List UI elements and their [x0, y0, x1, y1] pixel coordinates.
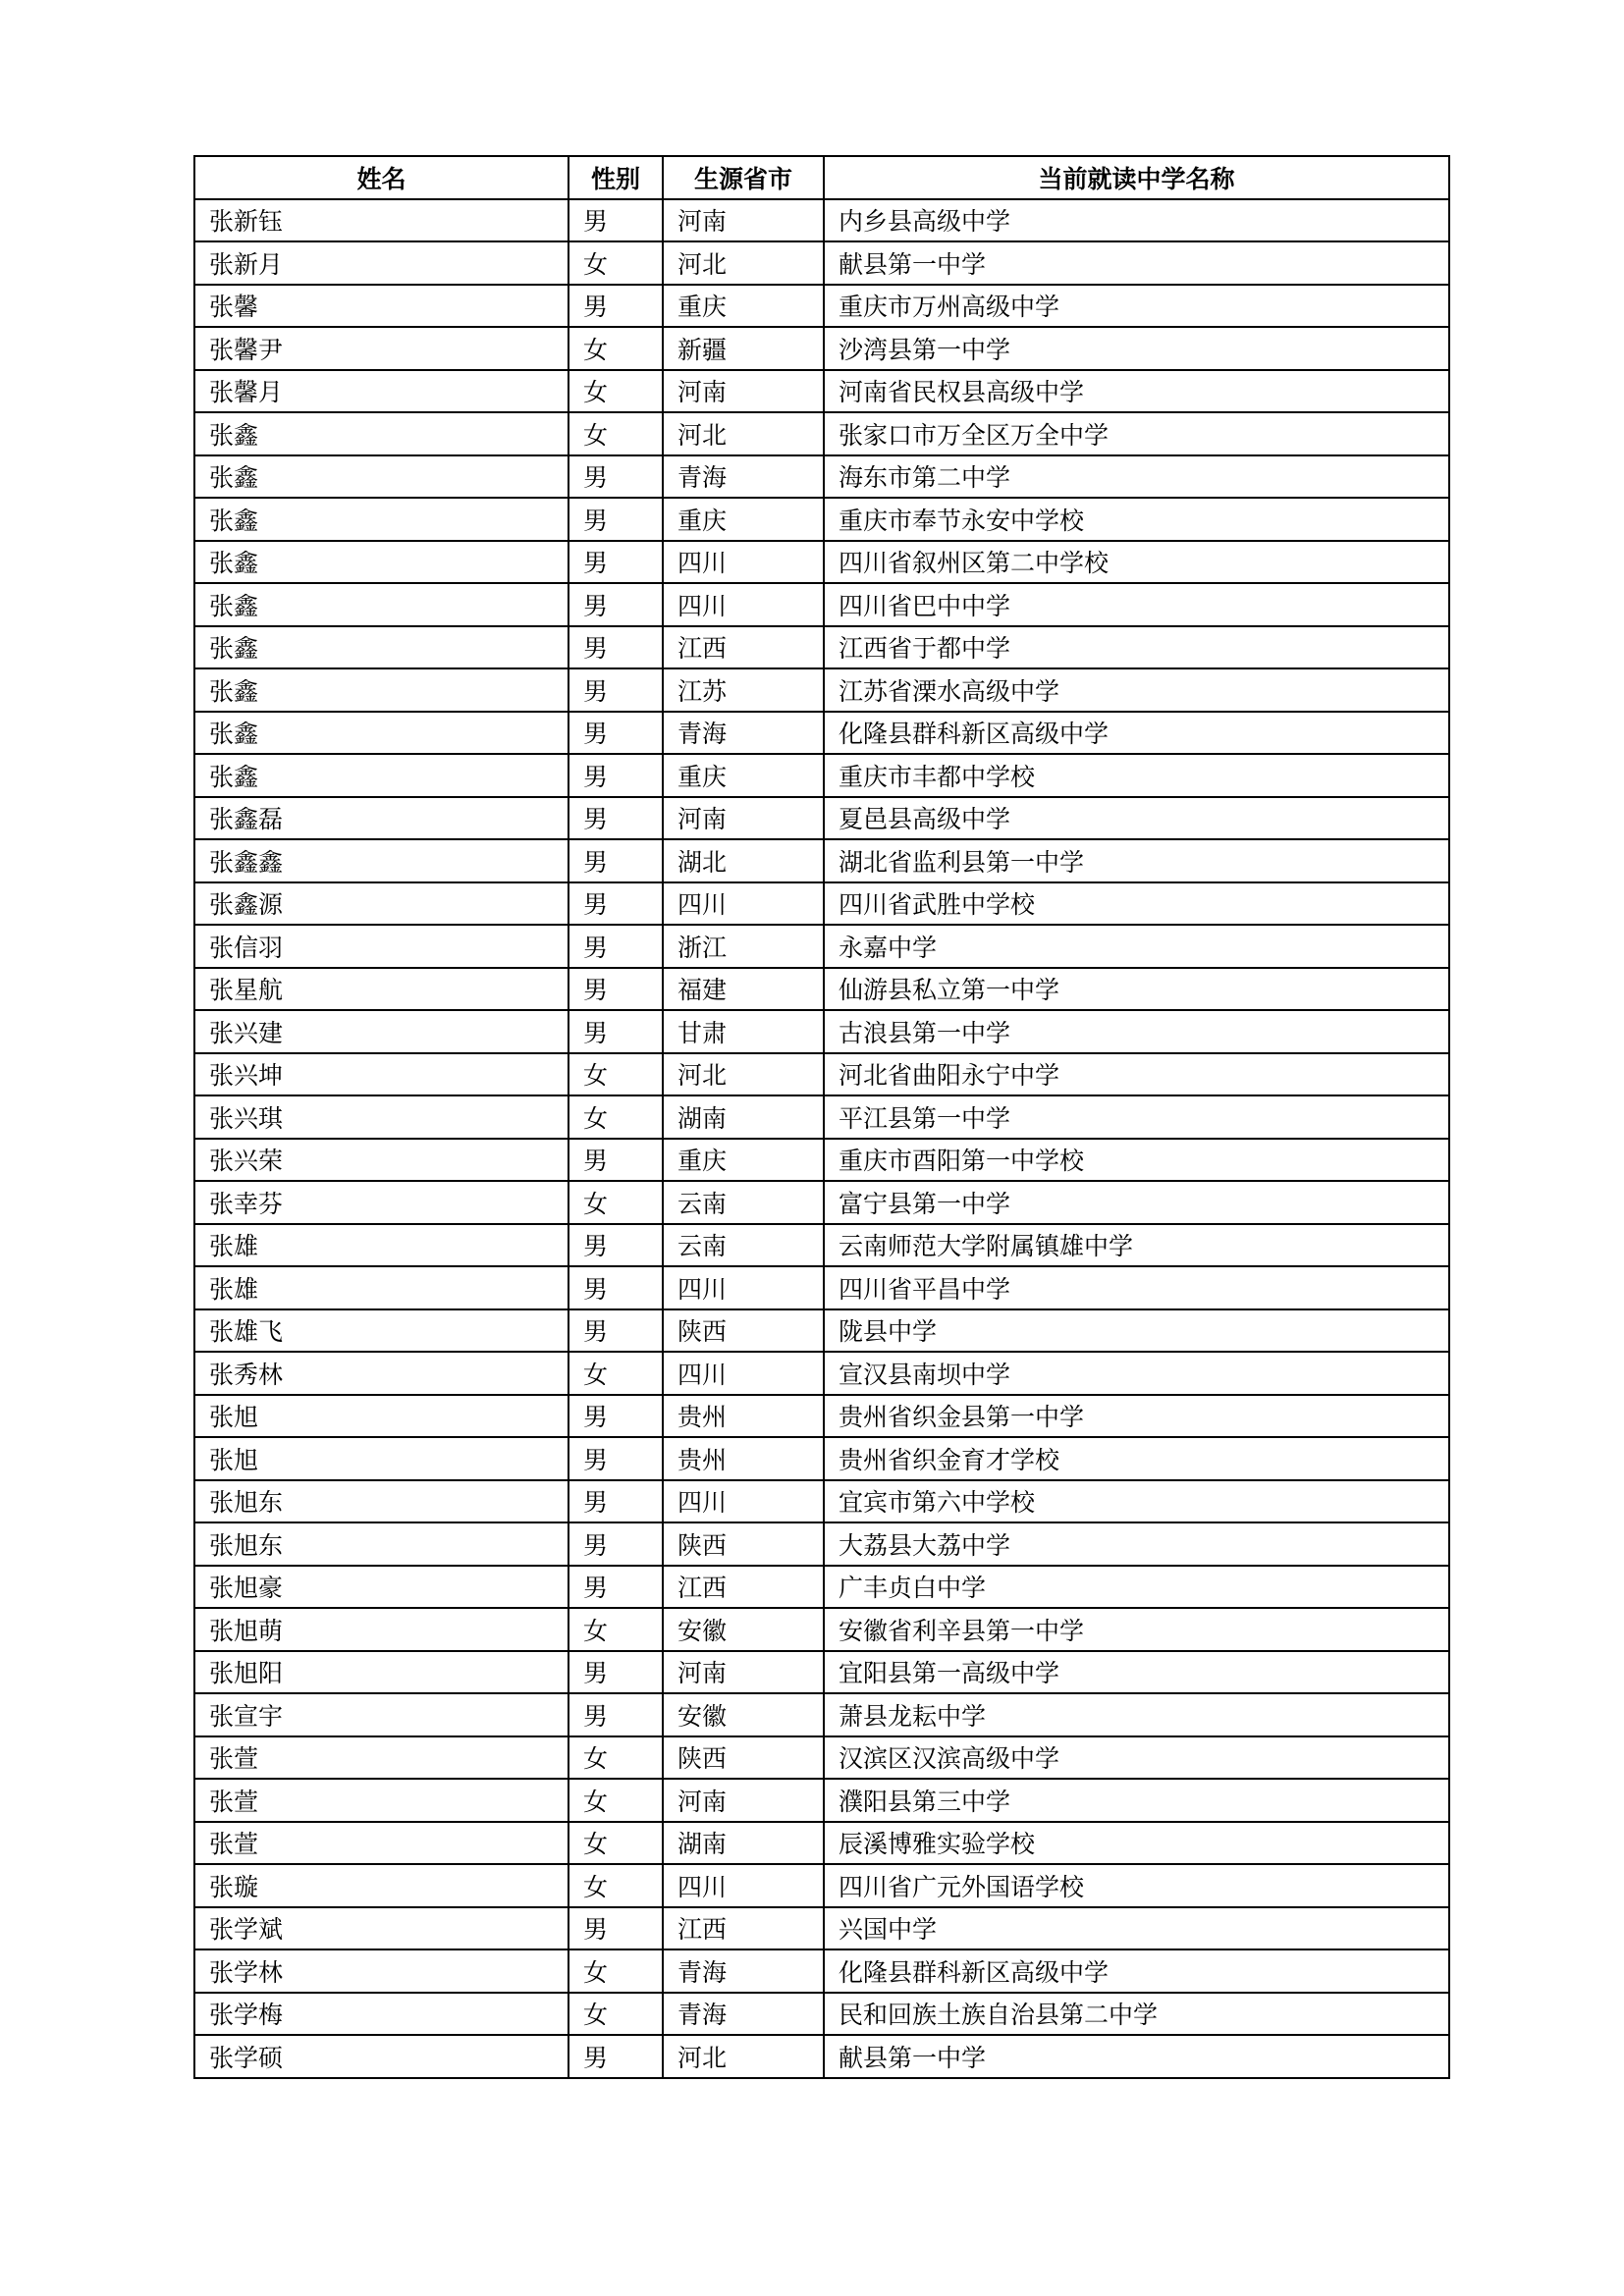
name-cell: 张鑫: [194, 541, 568, 584]
table-row: [194, 1949, 1449, 1993]
school-cell: 萧县龙耘中学: [824, 1693, 1449, 1736]
table-row: [194, 1224, 1449, 1267]
gender-cell: 男: [568, 968, 663, 1011]
province-cell: 重庆: [663, 498, 824, 541]
table-header-row: [194, 156, 1449, 199]
gender-cell: 男: [568, 754, 663, 797]
name-cell: 张旭豪: [194, 1566, 568, 1609]
gender-cell: 男: [568, 1139, 663, 1182]
name-cell: 张馨: [194, 285, 568, 328]
school-cell: 陇县中学: [824, 1309, 1449, 1353]
table-row: [194, 370, 1449, 413]
province-cell: 福建: [663, 968, 824, 1011]
gender-cell: 女: [568, 1095, 663, 1139]
province-cell: 甘肃: [663, 1010, 824, 1053]
school-cell: 濮阳县第三中学: [824, 1779, 1449, 1822]
gender-cell: 男: [568, 1693, 663, 1736]
province-cell: 河南: [663, 199, 824, 242]
table-row: [194, 668, 1449, 712]
gender-cell: 女: [568, 1822, 663, 1865]
school-cell: 湖北省监利县第一中学: [824, 839, 1449, 882]
school-cell: 化隆县群科新区高级中学: [824, 712, 1449, 755]
name-cell: 张星航: [194, 968, 568, 1011]
gender-cell: 男: [568, 1907, 663, 1950]
name-cell: 张鑫: [194, 455, 568, 499]
table-row: [194, 1522, 1449, 1566]
name-cell: 张璇: [194, 1864, 568, 1907]
table-row: [194, 754, 1449, 797]
name-cell: 张鑫磊: [194, 797, 568, 840]
province-cell: 重庆: [663, 754, 824, 797]
name-cell: 张鑫源: [194, 882, 568, 926]
school-cell: 广丰贞白中学: [824, 1566, 1449, 1609]
school-cell: 河南省民权县高级中学: [824, 370, 1449, 413]
name-cell: 张学斌: [194, 1907, 568, 1950]
name-cell: 张信羽: [194, 925, 568, 968]
table-row: [194, 412, 1449, 455]
province-cell: 重庆: [663, 285, 824, 328]
name-cell: 张鑫: [194, 412, 568, 455]
table-row: [194, 1181, 1449, 1224]
school-cell: 重庆市酉阳第一中学校: [824, 1139, 1449, 1182]
province-cell: 四川: [663, 1352, 824, 1395]
table-row: [194, 1010, 1449, 1053]
student-table: [193, 155, 1450, 2079]
name-cell: 张旭: [194, 1437, 568, 1480]
table-row: [194, 1480, 1449, 1523]
gender-cell: 女: [568, 1608, 663, 1651]
name-cell: 张兴荣: [194, 1139, 568, 1182]
province-cell: 四川: [663, 1480, 824, 1523]
table-row: [194, 1566, 1449, 1609]
province-cell: 浙江: [663, 925, 824, 968]
school-cell: 河北省曲阳永宁中学: [824, 1053, 1449, 1096]
province-cell: 新疆: [663, 327, 824, 370]
province-cell: 四川: [663, 882, 824, 926]
name-cell: 张新月: [194, 241, 568, 285]
school-cell: 江苏省溧水高级中学: [824, 668, 1449, 712]
school-cell: 四川省平昌中学: [824, 1266, 1449, 1309]
gender-cell: 男: [568, 285, 663, 328]
header-name: 姓名: [194, 156, 568, 199]
school-cell: 宜宾市第六中学校: [824, 1480, 1449, 1523]
name-cell: 张旭东: [194, 1480, 568, 1523]
province-cell: 江西: [663, 1566, 824, 1609]
school-cell: 宣汉县南坝中学: [824, 1352, 1449, 1395]
gender-cell: 男: [568, 1437, 663, 1480]
province-cell: 四川: [663, 541, 824, 584]
name-cell: 张鑫鑫: [194, 839, 568, 882]
gender-cell: 女: [568, 1736, 663, 1780]
table-row: [194, 1651, 1449, 1694]
province-cell: 河北: [663, 2035, 824, 2078]
school-cell: 四川省叙州区第二中学校: [824, 541, 1449, 584]
school-cell: 平江县第一中学: [824, 1095, 1449, 1139]
school-cell: 兴国中学: [824, 1907, 1449, 1950]
table-row: [194, 968, 1449, 1011]
name-cell: 张雄: [194, 1266, 568, 1309]
table-row: [194, 1864, 1449, 1907]
province-cell: 河南: [663, 370, 824, 413]
school-cell: 云南师范大学附属镇雄中学: [824, 1224, 1449, 1267]
gender-cell: 女: [568, 1864, 663, 1907]
province-cell: 青海: [663, 455, 824, 499]
school-cell: 重庆市万州高级中学: [824, 285, 1449, 328]
gender-cell: 男: [568, 498, 663, 541]
school-cell: 重庆市奉节永安中学校: [824, 498, 1449, 541]
table-row: [194, 1095, 1449, 1139]
school-cell: 沙湾县第一中学: [824, 327, 1449, 370]
province-cell: 江苏: [663, 668, 824, 712]
school-cell: 化隆县群科新区高级中学: [824, 1949, 1449, 1993]
table-row: [194, 1352, 1449, 1395]
table-row: [194, 882, 1449, 926]
table-row: [194, 1608, 1449, 1651]
gender-cell: 男: [568, 882, 663, 926]
name-cell: 张雄飞: [194, 1309, 568, 1353]
province-cell: 四川: [663, 583, 824, 626]
school-cell: 富宁县第一中学: [824, 1181, 1449, 1224]
name-cell: 张鑫: [194, 626, 568, 669]
table-row: [194, 1736, 1449, 1780]
gender-cell: 男: [568, 712, 663, 755]
gender-cell: 女: [568, 241, 663, 285]
school-cell: 四川省武胜中学校: [824, 882, 1449, 926]
name-cell: 张雄: [194, 1224, 568, 1267]
province-cell: 青海: [663, 1993, 824, 2036]
province-cell: 安徽: [663, 1608, 824, 1651]
table-row: [194, 1693, 1449, 1736]
header-province: 生源省市: [663, 156, 824, 199]
gender-cell: 女: [568, 1949, 663, 1993]
province-cell: 青海: [663, 1949, 824, 1993]
gender-cell: 女: [568, 327, 663, 370]
school-cell: 宜阳县第一高级中学: [824, 1651, 1449, 1694]
table-row: [194, 1309, 1449, 1353]
gender-cell: 男: [568, 2035, 663, 2078]
table-row: [194, 1779, 1449, 1822]
gender-cell: 女: [568, 1181, 663, 1224]
gender-cell: 男: [568, 1522, 663, 1566]
school-cell: 永嘉中学: [824, 925, 1449, 968]
school-cell: 贵州省织金县第一中学: [824, 1395, 1449, 1438]
gender-cell: 男: [568, 1566, 663, 1609]
name-cell: 张学梅: [194, 1993, 568, 2036]
table-row: [194, 241, 1449, 285]
school-cell: 汉滨区汉滨高级中学: [824, 1736, 1449, 1780]
school-cell: 献县第一中学: [824, 241, 1449, 285]
school-cell: 仙游县私立第一中学: [824, 968, 1449, 1011]
name-cell: 张鑫: [194, 583, 568, 626]
school-cell: 江西省于都中学: [824, 626, 1449, 669]
province-cell: 陕西: [663, 1736, 824, 1780]
name-cell: 张旭萌: [194, 1608, 568, 1651]
name-cell: 张萱: [194, 1822, 568, 1865]
province-cell: 河北: [663, 1053, 824, 1096]
province-cell: 河北: [663, 241, 824, 285]
school-cell: 大荔县大荔中学: [824, 1522, 1449, 1566]
school-cell: 重庆市丰都中学校: [824, 754, 1449, 797]
table-row: [194, 2035, 1449, 2078]
name-cell: 张萱: [194, 1736, 568, 1780]
gender-cell: 男: [568, 1010, 663, 1053]
gender-cell: 男: [568, 839, 663, 882]
province-cell: 陕西: [663, 1522, 824, 1566]
name-cell: 张秀林: [194, 1352, 568, 1395]
school-cell: 献县第一中学: [824, 2035, 1449, 2078]
name-cell: 张兴建: [194, 1010, 568, 1053]
table-row: [194, 1053, 1449, 1096]
table-row: [194, 1266, 1449, 1309]
gender-cell: 男: [568, 1266, 663, 1309]
table-row: [194, 1993, 1449, 2036]
province-cell: 湖北: [663, 839, 824, 882]
province-cell: 湖南: [663, 1822, 824, 1865]
gender-cell: 女: [568, 1053, 663, 1096]
table-row: [194, 199, 1449, 242]
table-row: [194, 925, 1449, 968]
gender-cell: 男: [568, 1309, 663, 1353]
gender-cell: 男: [568, 797, 663, 840]
province-cell: 江西: [663, 626, 824, 669]
name-cell: 张旭阳: [194, 1651, 568, 1694]
province-cell: 陕西: [663, 1309, 824, 1353]
name-cell: 张馨尹: [194, 327, 568, 370]
province-cell: 贵州: [663, 1395, 824, 1438]
table-row: [194, 797, 1449, 840]
school-cell: 夏邑县高级中学: [824, 797, 1449, 840]
province-cell: 云南: [663, 1181, 824, 1224]
table-row: [194, 839, 1449, 882]
gender-cell: 女: [568, 370, 663, 413]
province-cell: 四川: [663, 1266, 824, 1309]
name-cell: 张鑫: [194, 754, 568, 797]
school-cell: 内乡县高级中学: [824, 199, 1449, 242]
table-row: [194, 626, 1449, 669]
header-gender: 性别: [568, 156, 663, 199]
gender-cell: 男: [568, 925, 663, 968]
gender-cell: 男: [568, 668, 663, 712]
name-cell: 张兴琪: [194, 1095, 568, 1139]
name-cell: 张馨月: [194, 370, 568, 413]
table-row: [194, 1395, 1449, 1438]
name-cell: 张旭: [194, 1395, 568, 1438]
table-row: [194, 498, 1449, 541]
gender-cell: 女: [568, 412, 663, 455]
gender-cell: 男: [568, 1224, 663, 1267]
province-cell: 江西: [663, 1907, 824, 1950]
name-cell: 张兴坤: [194, 1053, 568, 1096]
table-row: [194, 583, 1449, 626]
province-cell: 湖南: [663, 1095, 824, 1139]
school-cell: 四川省巴中中学: [824, 583, 1449, 626]
table-row: [194, 1437, 1449, 1480]
school-cell: 四川省广元外国语学校: [824, 1864, 1449, 1907]
school-cell: 海东市第二中学: [824, 455, 1449, 499]
gender-cell: 男: [568, 1651, 663, 1694]
province-cell: 河南: [663, 1651, 824, 1694]
table-row: [194, 285, 1449, 328]
gender-cell: 男: [568, 583, 663, 626]
province-cell: 河南: [663, 797, 824, 840]
name-cell: 张宣宇: [194, 1693, 568, 1736]
name-cell: 张幸芬: [194, 1181, 568, 1224]
table-row: [194, 712, 1449, 755]
province-cell: 重庆: [663, 1139, 824, 1182]
school-cell: 古浪县第一中学: [824, 1010, 1449, 1053]
name-cell: 张旭东: [194, 1522, 568, 1566]
name-cell: 张学硕: [194, 2035, 568, 2078]
table-row: [194, 1907, 1449, 1950]
gender-cell: 男: [568, 626, 663, 669]
school-cell: 贵州省织金育才学校: [824, 1437, 1449, 1480]
table-row: [194, 541, 1449, 584]
name-cell: 张鑫: [194, 712, 568, 755]
gender-cell: 男: [568, 199, 663, 242]
province-cell: 青海: [663, 712, 824, 755]
name-cell: 张学林: [194, 1949, 568, 1993]
school-cell: 民和回族土族自治县第二中学: [824, 1993, 1449, 2036]
gender-cell: 女: [568, 1352, 663, 1395]
table-row: [194, 1139, 1449, 1182]
table-row: [194, 1822, 1449, 1865]
table-row: [194, 327, 1449, 370]
school-cell: 辰溪博雅实验学校: [824, 1822, 1449, 1865]
province-cell: 四川: [663, 1864, 824, 1907]
province-cell: 贵州: [663, 1437, 824, 1480]
province-cell: 河北: [663, 412, 824, 455]
header-school: 当前就读中学名称: [824, 156, 1449, 199]
name-cell: 张新钰: [194, 199, 568, 242]
province-cell: 云南: [663, 1224, 824, 1267]
gender-cell: 男: [568, 1480, 663, 1523]
province-cell: 安徽: [663, 1693, 824, 1736]
school-cell: 张家口市万全区万全中学: [824, 412, 1449, 455]
school-cell: 安徽省利辛县第一中学: [824, 1608, 1449, 1651]
gender-cell: 男: [568, 1395, 663, 1438]
gender-cell: 女: [568, 1993, 663, 2036]
gender-cell: 女: [568, 1779, 663, 1822]
province-cell: 河南: [663, 1779, 824, 1822]
name-cell: 张萱: [194, 1779, 568, 1822]
name-cell: 张鑫: [194, 668, 568, 712]
gender-cell: 男: [568, 455, 663, 499]
gender-cell: 男: [568, 541, 663, 584]
table-row: [194, 455, 1449, 499]
name-cell: 张鑫: [194, 498, 568, 541]
